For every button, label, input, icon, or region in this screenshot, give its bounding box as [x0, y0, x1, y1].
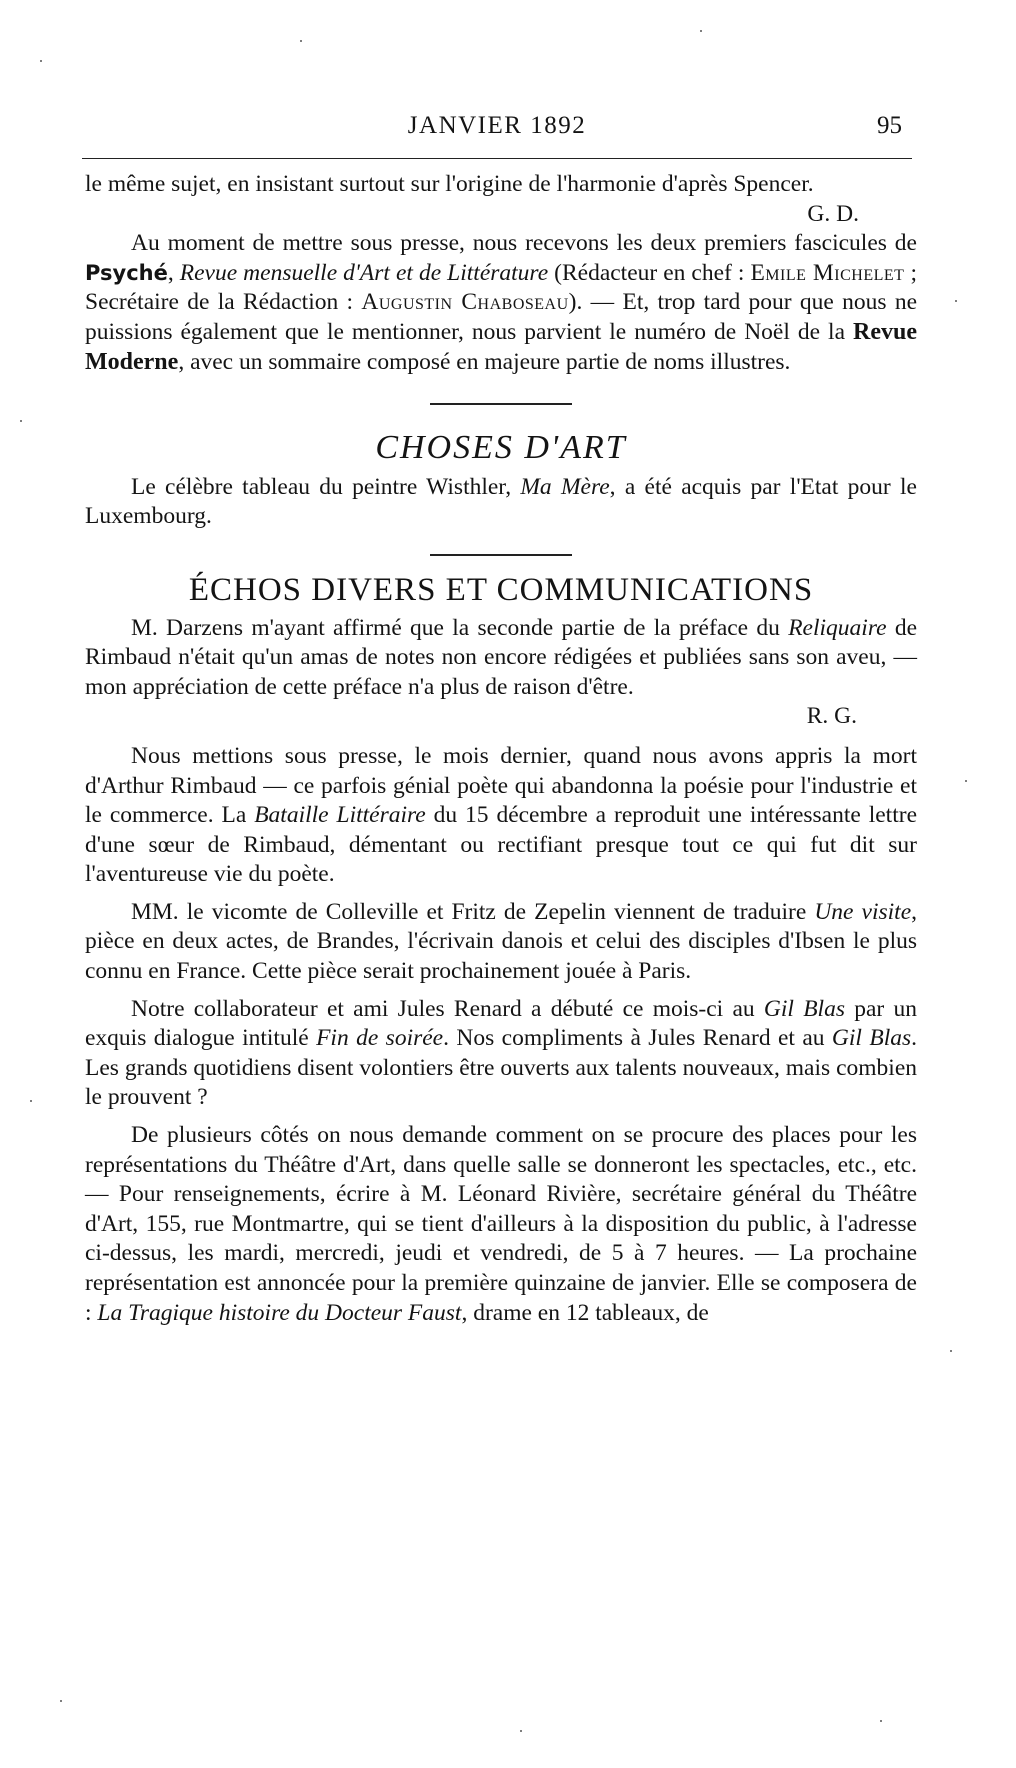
echos-paragraph-theatre-dart: [85, 1121, 917, 1328]
press-note-paragraph: [85, 229, 917, 377]
scan-speck: [20, 420, 22, 422]
painting-title: Ma Mère: [520, 473, 610, 500]
gil-blas-title: Gil Blas: [831, 1025, 912, 1052]
scan-speck: [965, 780, 967, 782]
text-run: Au moment de mettre sous presse, nous recevons les deux premiers fascicules de: [131, 230, 917, 257]
scan-speck: [60, 1700, 62, 1702]
revue-mensuelle-title: Revue mensuelle d'Art et de Littérature: [179, 259, 549, 286]
echos-paragraph-darzens: [85, 614, 917, 703]
text-run: , pièce en deux actes, de Brandes, l'écrivain danois et celui des disciples d'Ibsen le plus connu en France. Cette pièce serait prochainement jouée à Paris.: [85, 898, 918, 985]
psyche-title: Psyché: [85, 260, 168, 285]
scan-speck: [520, 1730, 522, 1732]
text-run: , drame en 12 tableaux, de: [461, 1299, 709, 1326]
scan-speck: [955, 300, 957, 302]
scan-speck: [950, 1350, 952, 1352]
echos-paragraph-brandes: [85, 898, 917, 987]
gil-blas-title: Gil Blas: [763, 995, 845, 1022]
text-run: ; Secrétaire de la Rédaction :: [85, 259, 918, 316]
section-title-echos: ÉCHOS DIVERS ET COMMUNICATIONS: [188, 571, 814, 608]
section-title-choses-dart: CHOSES D'ART: [375, 429, 627, 467]
scan-speck: [40, 60, 42, 62]
signature-rg: R. G.: [806, 703, 857, 730]
text-run: , a été acquis par l'Etat pour le Luxembourg.: [85, 473, 917, 530]
echos-paragraph-rimbaud: [85, 742, 917, 890]
revue-moderne-title: Revue Moderne: [85, 318, 917, 375]
text-run: par un exquis dialogue intitulé: [85, 995, 917, 1052]
signature-gd: G. D.: [807, 200, 859, 227]
scan-speck: [300, 40, 302, 42]
running-title: JANVIER 1892: [407, 112, 587, 139]
text-run: ). — Et, trop tard pour que nous ne puissions également que le mentionner, nous parvient le numéro de Noël de la: [85, 289, 918, 345]
text-run: de Rimbaud n'était qu'un amas de notes non encore rédigées et publiées sans son aveu, — mon appréciation de cette préface n'a plus de raison d'être.: [85, 614, 918, 700]
continuation-paragraph: le même sujet, en insistant surtout sur l'origine de l'harmonie d'après Spencer.: [85, 171, 814, 197]
text-run: M. Darzens m'ayant affirmé que la seconde partie de la préface du: [131, 614, 789, 641]
fin-de-soiree-title: Fin de soirée: [316, 1025, 444, 1052]
scan-speck: [880, 1720, 882, 1722]
text-run: Nous mettions sous presse, le mois dernier, quand nous avons appris la mort d'Arthur Rimbaud — ce parfois génial poète qui abandonna la poésie pour l'industrie et le commerce. La: [85, 742, 917, 829]
text-run: . Les grands quotidiens disent volontiers être ouverts aux talents nouveaux, mais combien le prouvent ?: [85, 1025, 918, 1111]
scan-speck: [700, 30, 702, 32]
text-run: Notre collaborateur et ami Jules Renard a débuté ce mois-ci au: [131, 995, 764, 1022]
text-run: , avec un sommaire composé en majeure partie de noms illustres.: [178, 348, 791, 375]
text-run: De plusieurs côtés on nous demande comment on se procure des places pour les représentations du Théâtre d'Art, dans quelle salle se donneront les spectacles, etc., etc. — Pour renseignements, écrire à M. Léonard Rivière, secrétaire général du Théâtre d'Art, 155, rue Montmartre, qui se tient d'ailleurs à la disposition du public, à l'adresse ci-dessus, les mardi, mercredi, jeudi et vendredi, de 5 à 7 heures. — La prochaine représentation est annoncée pour la première quinzaine de janvier. Elle se composera de :: [85, 1122, 917, 1326]
section-divider: [430, 554, 572, 556]
scan-speck: [30, 1100, 32, 1102]
text-run: Le célèbre tableau du peintre Wisthler,: [131, 473, 521, 500]
page-body: [85, 170, 917, 1328]
bataille-litteraire-title: Bataille Littéraire: [254, 802, 426, 829]
reliquaire-title: Reliquaire: [788, 614, 887, 641]
header-rule: [82, 158, 912, 159]
text-run: du 15 décembre a reproduit une intéressante lettre d'une sœur de Rimbaud, démentant ou rectifiant presque tout ce qui fut dit sur l'aventureuse vie du poète.: [85, 802, 917, 888]
section-divider: [430, 403, 572, 405]
une-visite-title: Une visite: [814, 898, 912, 925]
text-run: MM. le vicomte de Colleville et Fritz de Zepelin viennent de traduire: [131, 898, 815, 925]
running-head: [82, 112, 912, 152]
text-run: ,: [167, 259, 180, 286]
page-number: 95: [877, 112, 902, 139]
choses-dart-paragraph: [85, 473, 917, 532]
editor-name: Emile Michelet: [750, 259, 905, 286]
echos-paragraph-renard: [85, 995, 917, 1113]
text-run: (Rédacteur en chef :: [548, 259, 751, 286]
secretary-name: Augustin Chaboseau: [361, 289, 569, 316]
faust-title: La Tragique histoire du Docteur Faust: [97, 1299, 462, 1326]
text-run: . Nos compliments à Jules Renard et au: [443, 1025, 832, 1052]
